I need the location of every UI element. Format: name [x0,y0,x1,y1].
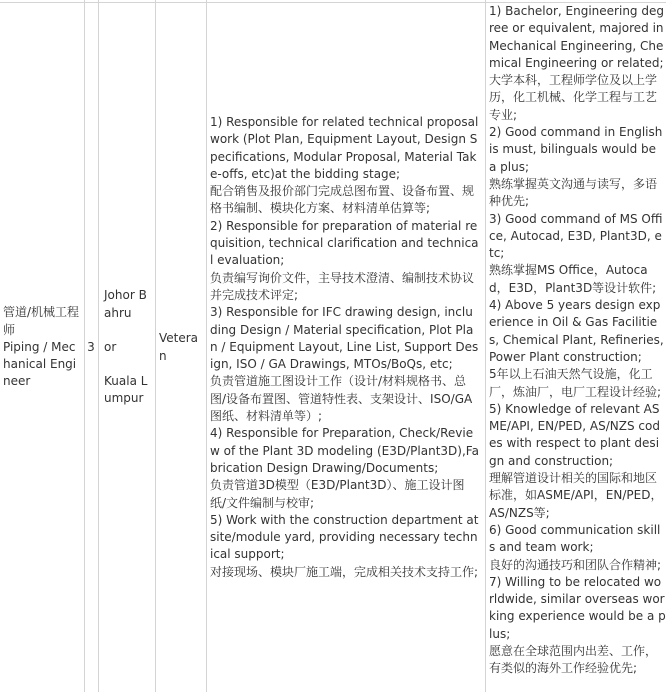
requirement-en: 6) Good communication skills and team work; [489,522,661,555]
responsibility-en: 2) Responsible for preparation of material requisition, technical clarification and technical evaluation; [210,218,479,268]
responsibility-en: 4) Responsible for Preparation, Check/Review of the Plant 3D modeling (E3D/Plant3D),Fabrication Design Drawing/Documents; [210,426,479,475]
headcount-value: 3 [87,339,95,354]
requirement-zh: 良好的沟通技巧和团队合作精神; [489,557,662,572]
responsibility-zh: 负责管道施工图设计工作（设计/材料规格书、总图/设备布置图、管道特性表、支架设计、ISO/GA图纸、材料清单等）; [210,374,473,424]
requirement-zh: 熟练掌握英文沟通与读写，多语种优先; [489,176,658,209]
responsibilities-cell [206,3,485,692]
requirements-cell [485,3,666,692]
requirement-en: 4) Above 5 years design experience in Oil & Gas Facilities, Chemical Plant, Refineries, Power Plant construction; [489,298,664,364]
requirement-en: 2) Good command in English is must, bilinguals would be a plus; [489,125,663,174]
responsibility-zh: 对接现场、模块厂施工端，完成相关技术支持工作; [210,564,479,579]
responsibility-zh: 负责编写询价文件，主导技术澄清、编制技术协议并完成技术评定; [210,270,475,302]
requirement-zh: 5年以上石油天然气设施，化工厂，炼油厂，电厂工程设计经验; [489,367,662,399]
requirement-en: 1) Bachelor, Engineering degree or equivalent, majored in Mechanical Engineering, Chemical Engineering or related; [489,4,664,70]
requirement-zh: 愿意在全球范围内出差、工作，有类似的海外工作经验优先; [489,643,658,676]
position-cell [0,3,84,692]
requirement-zh: 大学本科，工程师学位及以上学历，化工机械、化学工程与工艺专业; [489,73,658,122]
headcount-cell [84,3,98,692]
location-cell [98,3,155,692]
requirement-en: 5) Knowledge of relevant ASME/API, EN/PED, AS/NZS codes with respect to plant design and construction; [489,401,660,468]
location-secondary: Kuala Lumpur [104,374,148,406]
responsibility-en: 1) Responsible for related technical proposal work (Plot Plan, Equipment Layout, Design Specifications, Modular Proposal, Material Take-offs, etc)at the bidding stage; [210,114,479,181]
requirement-zh: 熟练掌握MS Office，Autocad，E3D，Plant3D等设计软件; [489,263,657,295]
requirement-en: 7) Willing to be relocated worldwide, similar overseas working experience would be a plus; [489,574,666,641]
level-value: Veteran [159,331,199,363]
responsibility-en: 3) Responsible for IFC drawing design, including Design / Material specification, Plot Plan / Equipment Layout, Line List, Support Design, ISO / GA Drawings, MTOs/BoQs, etc; [210,305,479,372]
responsibility-en: 5) Work with the construction department at site/module yard, providing necessary technical support; [210,512,479,562]
position-title-en: Piping / Mechanical Engineer [3,339,77,389]
position-title-zh: 管道/机械工程师 [3,305,80,337]
responsibility-zh: 负责管道3D模型（E3D/Plant3D）、施工设计图纸/文件编制与校审; [210,478,465,510]
responsibility-zh: 配合销售及报价部门完成总图布置、设备布置、规格书编制、模块化方案、材料清单估算等; [210,184,475,216]
requirement-zh: 理解管道设计相关的国际和地区标准，如ASME/API，EN/PED，AS/NZS等; [489,471,663,520]
location-primary: Johor Bahru [104,288,147,320]
requirement-en: 3) Good command of MS Office, Autocad, E3D, Plant3D, etc; [489,211,663,261]
level-cell [155,3,206,692]
location-connector: or [104,339,117,354]
